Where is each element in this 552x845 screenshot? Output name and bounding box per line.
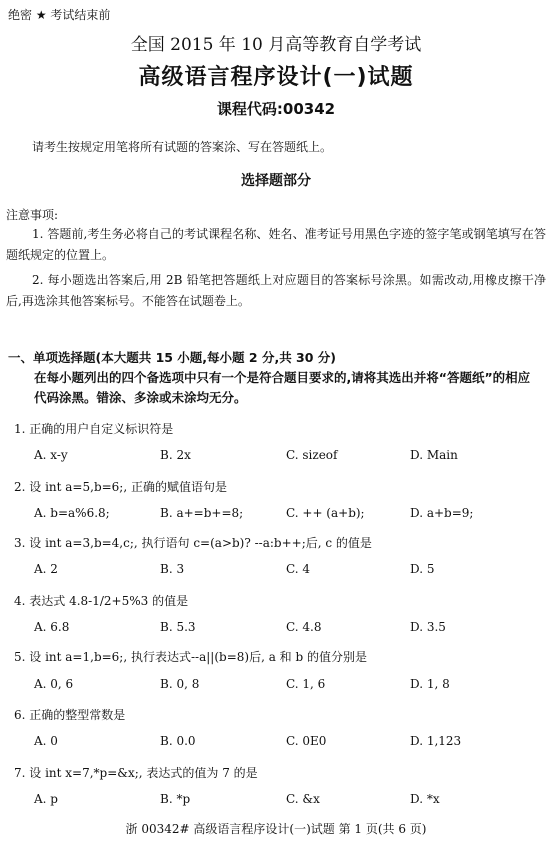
- option-c: C. 4: [286, 562, 311, 576]
- exam-name: 全国 2015 年 10 月高等教育自学考试: [130, 35, 422, 55]
- page-footer: 浙 00342# 高级语言程序设计(一)试题 第 1 页(共 6 页): [125, 822, 427, 836]
- option-b: B. 0.0: [160, 734, 196, 748]
- option-b: B. 2x: [160, 448, 191, 462]
- option-c: C. 1, 6: [286, 677, 326, 691]
- option-b: B. *p: [160, 792, 191, 806]
- course-code: 课程代码:00342: [216, 100, 336, 118]
- option-b: B. 3: [160, 562, 185, 576]
- part-title: 一、单项选择题(本大题共 15 小题,每小题 2 分,共 30 分): [8, 350, 337, 365]
- option-c: C. sizeof: [286, 448, 338, 462]
- option-d: D. a+b=9;: [410, 506, 474, 520]
- notice-item-1: 1. 答题前,考生务必将自己的考试课程名称、姓名、准考证号用黑色字迹的签字笔或钢笔填写在答题纸规定的位置上。: [6, 227, 546, 262]
- section-title: 选择题部分: [241, 173, 311, 189]
- question-stem: 7. 设 int x=7,*p=&x;, 表达式的值为 7 的是: [14, 766, 258, 780]
- option-c: C. ++ (a+b);: [286, 506, 365, 520]
- notice-item-2: 2. 每小题选出答案后,用 2B 铅笔把答题纸上对应题目的答案标号涂黑。如需改动,用橡皮擦干净后,再选涂其他答案标号。不能答在试题卷上。: [6, 273, 546, 308]
- option-a: A. 0, 6: [34, 677, 74, 691]
- confidential-mark: 绝密 ★ 考试结束前: [8, 8, 111, 22]
- notice-title: 注意事项:: [6, 208, 59, 222]
- question-stem: 3. 设 int a=3,b=4,c;, 执行语句 c=(a>b)? --a:b++;后, c 的值是: [14, 536, 372, 550]
- exam-title: 高级语言程序设计(一)试题: [138, 65, 414, 90]
- option-a: A. 2: [34, 562, 58, 576]
- option-c: C. 4.8: [286, 620, 322, 634]
- option-d: D. 1,123: [410, 734, 462, 748]
- question-stem: 6. 正确的整型常数是: [14, 708, 126, 722]
- option-a: A. p: [34, 792, 58, 806]
- option-d: D. 3.5: [410, 620, 446, 634]
- general-instruction: 请考生按规定用笔将所有试题的答案涂、写在答题纸上。: [32, 140, 333, 154]
- question-stem: 2. 设 int a=5,b=6;, 正确的赋值语句是: [14, 480, 227, 494]
- part-description: 在每小题列出的四个备选项中只有一个是符合题目要求的,请将其选出并将“答题纸”的相应代码涂黑。错涂、多涂或未涂均无分。: [34, 370, 531, 405]
- option-d: D. 5: [410, 562, 435, 576]
- option-a: A. b=a%6.8;: [34, 506, 110, 520]
- option-c: C. &x: [286, 792, 320, 806]
- option-b: B. 5.3: [160, 620, 196, 634]
- option-a: A. 0: [34, 734, 58, 748]
- option-b: B. 0, 8: [160, 677, 200, 691]
- question-stem: 5. 设 int a=1,b=6;, 执行表达式--a||(b=8)后, a 和 b 的值分别是: [14, 650, 367, 664]
- question-stem: 1. 正确的用户自定义标识符是: [14, 422, 174, 436]
- option-a: A. x-y: [34, 448, 68, 462]
- option-d: D. *x: [410, 792, 440, 806]
- question-stem: 4. 表达式 4.8-1/2+5%3 的值是: [14, 594, 189, 608]
- option-c: C. 0E0: [286, 734, 327, 748]
- option-d: D. Main: [410, 448, 458, 462]
- option-d: D. 1, 8: [410, 677, 450, 691]
- option-b: B. a+=b+=8;: [160, 506, 244, 520]
- option-a: A. 6.8: [34, 620, 70, 634]
